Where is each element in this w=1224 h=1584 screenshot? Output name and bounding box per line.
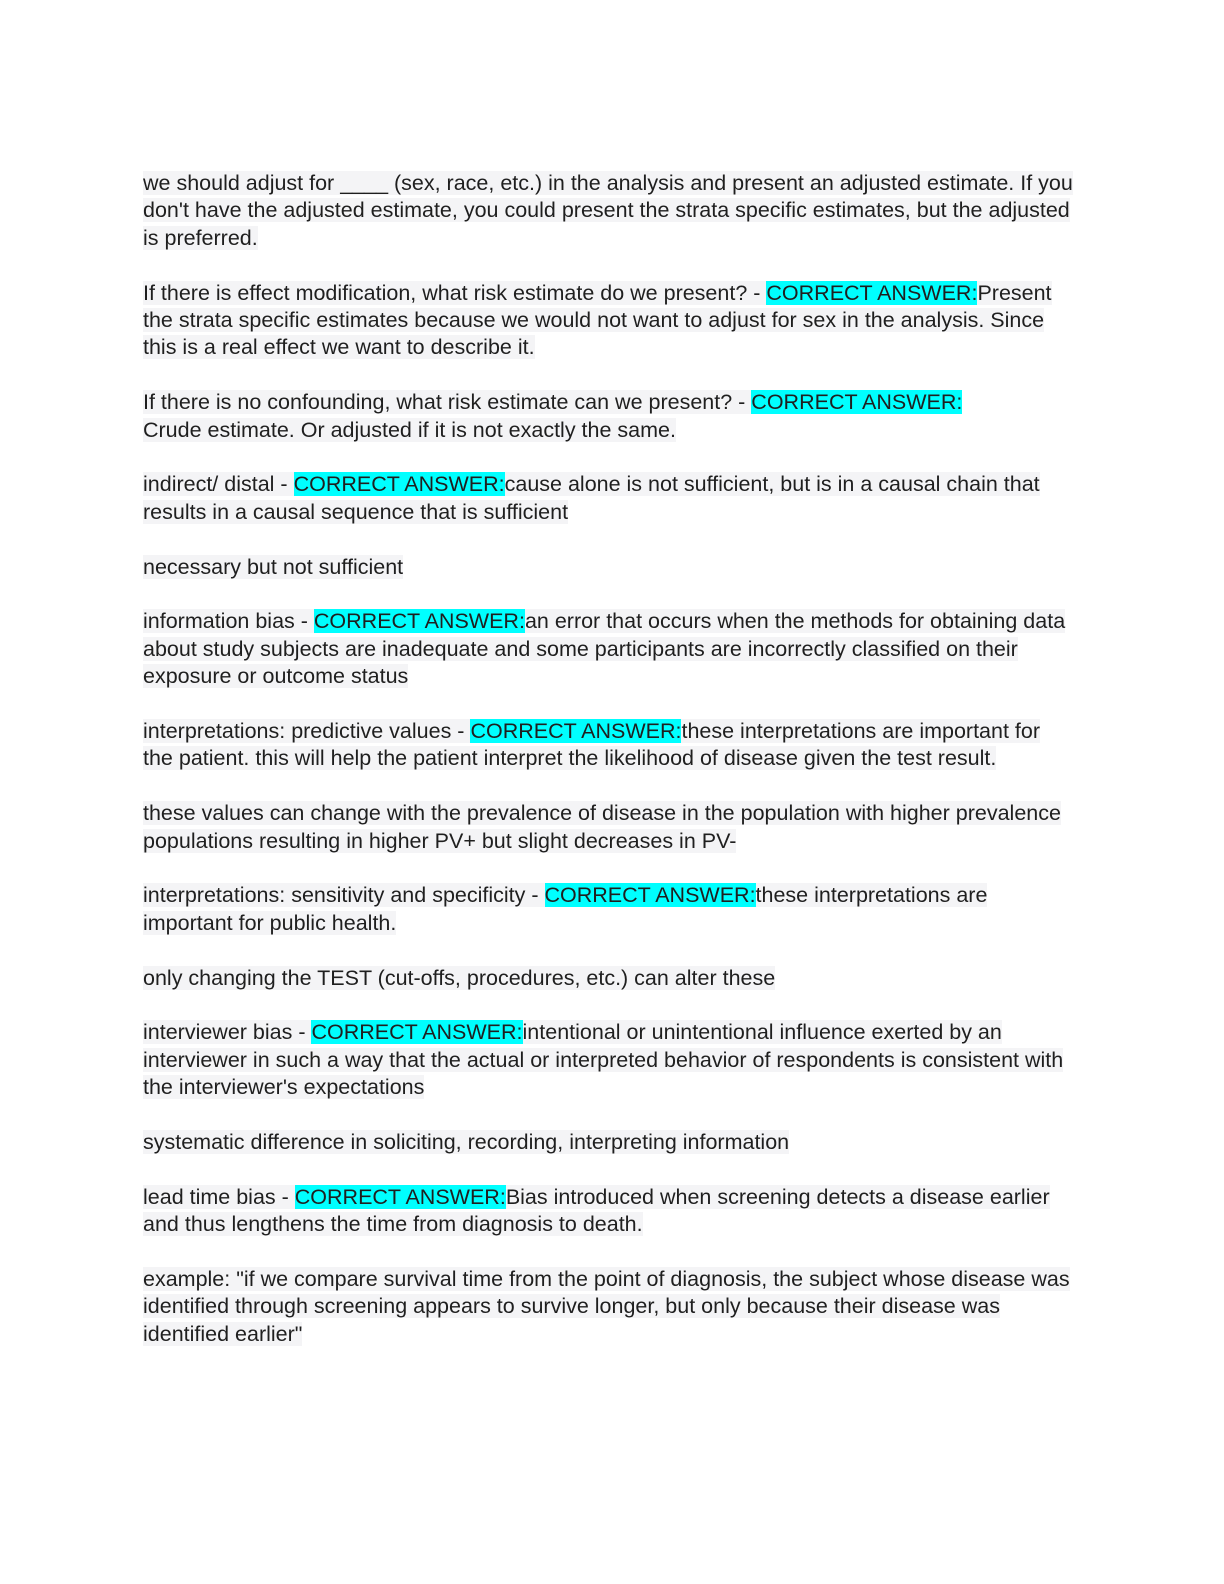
qa-predictive-values: [143, 718, 1073, 773]
correct-answer-label: CORRECT ANSWER:: [311, 1020, 523, 1045]
paragraph-text: only changing the TEST (cut-offs, procedures, etc.) can alter these: [143, 965, 776, 990]
answer-text: Bias introduced when screening detects a disease earlier and thus lengthens the time from diagnosis to death.: [143, 1184, 1050, 1237]
paragraph-example: [143, 1266, 1073, 1348]
qa-indirect-distal: [143, 471, 1073, 526]
correct-answer-label: CORRECT ANSWER:: [544, 883, 756, 908]
question-text: lead time bias -: [143, 1184, 295, 1209]
qa-no-confounding: [143, 389, 1073, 444]
answer-text: cause alone is not sufficient, but is in a causal chain that results in a causal sequence that is sufficient: [143, 472, 1040, 524]
correct-answer-label: CORRECT ANSWER:: [313, 609, 525, 634]
question-text: interpretations: sensitivity and specificity -: [143, 883, 545, 908]
answer-text: these interpretations are important for the patient. this will help the patient interpret the likelihood of disease given the test result.: [143, 719, 1041, 771]
paragraph-systematic-difference: [143, 1129, 1073, 1156]
question-text: interpretations: predictive values -: [143, 719, 471, 744]
paragraph-necessary: [143, 554, 1073, 581]
paragraph-adjust-note: [143, 170, 1073, 252]
paragraph-test-change: [143, 965, 1073, 992]
paragraph-text: necessary but not sufficient: [143, 554, 404, 579]
answer-text: an error that occurs when the methods for obtaining data about study subjects are inadequate and some participants are incorrectly classified on their exposure or outcome status: [143, 609, 1066, 689]
qa-effect-modification: [143, 280, 1073, 362]
question-text: If there is no confounding, what risk estimate can we present? -: [143, 390, 752, 415]
question-text: If there is effect modification, what risk estimate do we present? -: [143, 280, 767, 305]
correct-answer-label: CORRECT ANSWER:: [751, 390, 963, 415]
correct-answer-label: CORRECT ANSWER:: [766, 280, 978, 305]
paragraph-text: systematic difference in soliciting, recording, interpreting information: [143, 1130, 790, 1155]
answer-text: these interpretations are important for public health.: [143, 883, 988, 935]
answer-text: Present the strata specific estimates because we would not want to adjust for sex in the analysis. Since this is a real effect we want to describe it.: [143, 280, 1052, 360]
paragraph-text: example: "if we compare survival time from the point of diagnosis, the subject whose disease was identified through screening appears to survive longer, but only because their disease was identified earlier": [143, 1267, 1070, 1346]
paragraph-text: we should adjust for ____ (sex, race, etc.) in the analysis and present an adjusted estimate. If you don't have the adjusted estimate, you could present the strata specific estimates, but the adjusted is preferred.: [143, 171, 1073, 250]
document-page: [143, 170, 1073, 1376]
qa-interviewer-bias: [143, 1019, 1073, 1101]
question-text: indirect/ distal -: [143, 472, 294, 497]
paragraph-text: these values can change with the prevalence of disease in the population with higher prevalence populations resulting in higher PV+ but slight decreases in PV-: [143, 801, 1061, 853]
correct-answer-label: CORRECT ANSWER:: [293, 472, 505, 497]
paragraph-prevalence: [143, 800, 1073, 855]
answer-text: Crude estimate. Or adjusted if it is not exactly the same.: [143, 417, 676, 442]
qa-lead-time-bias: [143, 1184, 1073, 1239]
correct-answer-label: CORRECT ANSWER:: [294, 1184, 506, 1209]
answer-text: intentional or unintentional influence exerted by an interviewer in such a way that the actual or interpreted behavior of respondents is consistent with the interviewer's expectations: [143, 1020, 1064, 1100]
qa-information-bias: [143, 608, 1073, 690]
question-text: interviewer bias -: [143, 1020, 312, 1045]
correct-answer-label: CORRECT ANSWER:: [470, 719, 682, 744]
qa-sensitivity-specificity: [143, 882, 1073, 937]
question-text: information bias -: [143, 609, 314, 634]
